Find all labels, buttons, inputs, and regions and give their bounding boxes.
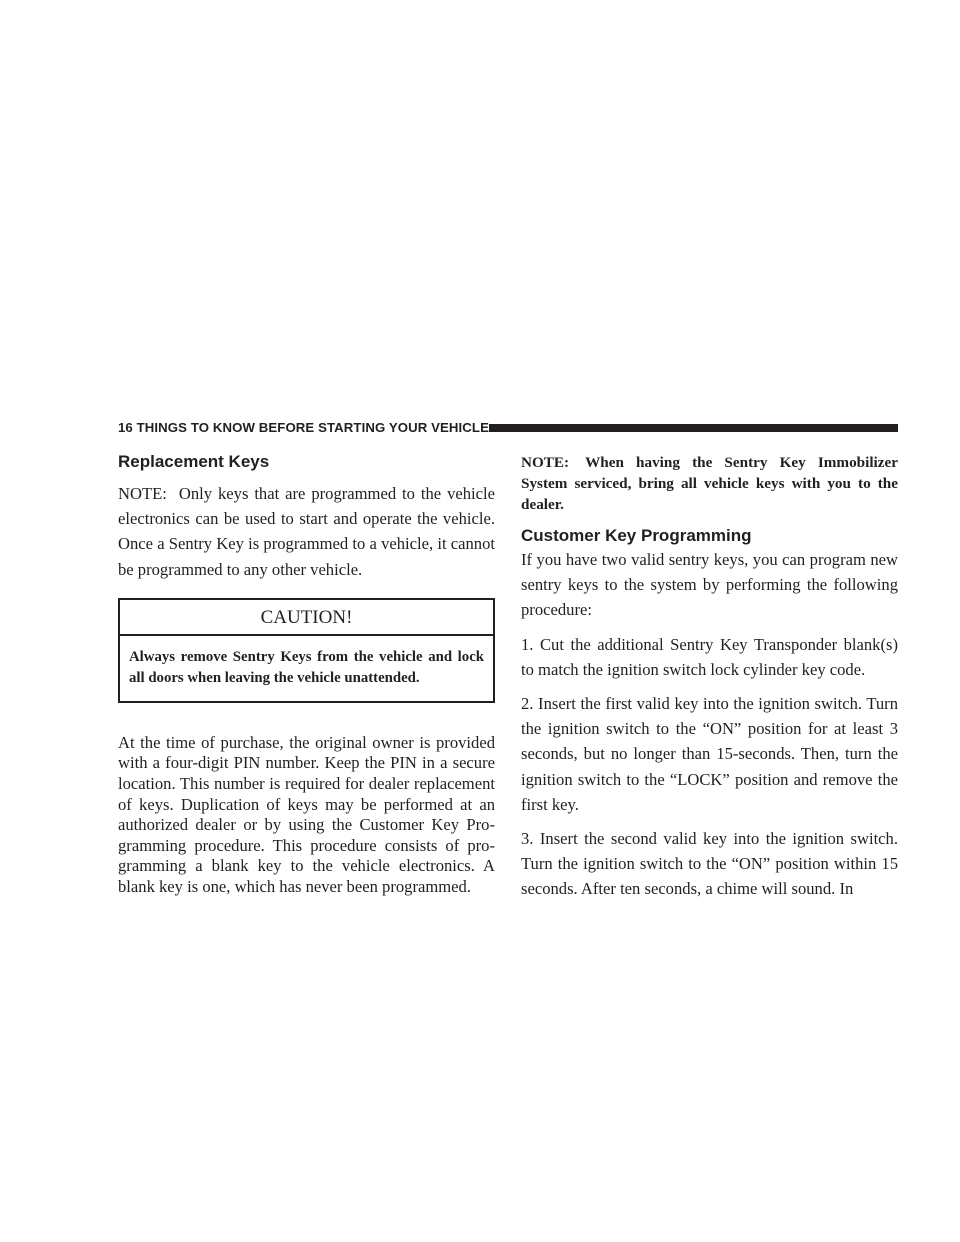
section-title: THINGS TO KNOW BEFORE STARTING YOUR VEHICLE: [136, 420, 489, 435]
page-header-text: [118, 420, 489, 435]
replacement-keys-note: [118, 481, 495, 582]
pin-paragraph: At the time of purchase, the original owner is provided with a four-digit PIN number. Keep the PIN in a secure location. This number is required for dealer replacement of keys. Duplication of keys may be performed at an authorized dealer or by using the Customer Key Pro-gramming procedure. This procedure consists of pro-gramming a blank key to the vehicle electronics. A blank key is one, which has never been programmed.: [118, 732, 495, 896]
step-1: 1. Cut the additional Sentry Key Transponder blank(s) to match the ignition switch lock cylinder key code.: [521, 634, 898, 679]
page-number: 16: [118, 420, 133, 435]
step-2: 2. Insert the first valid key into the ignition switch. Turn the ignition switch to the “ON” position for at least 3 seconds, but no longer than 15-seconds. Then, turn the ignition switch to the “LOCK” position and remove the first key.: [521, 694, 898, 814]
right-column: [521, 452, 898, 902]
customer-key-programming-heading: Customer Key Programming: [521, 526, 752, 545]
caution-box: [118, 598, 495, 703]
caution-title: CAUTION!: [120, 600, 493, 636]
page-header: [118, 418, 898, 438]
immobilizer-note: [521, 452, 898, 515]
intro-paragraph: If you have two valid sentry keys, you can program new sentry keys to the system by performing the following procedure:: [521, 550, 898, 620]
note-label: NOTE:: [118, 484, 167, 503]
caution-text: Always remove Sentry Keys from the vehicle and lock all doors when leaving the vehicle unattended.: [129, 648, 484, 687]
note-text: Only keys that are programmed to the vehicle electronics can be used to start and operate the vehicle. Once a Sentry Key is programmed to a vehicle, it cannot be programmed to any other vehicle.: [118, 484, 495, 579]
left-column: [118, 452, 495, 898]
step-3: 3. Insert the second valid key into the ignition switch. Turn the ignition switch to the “ON” position within 15 seconds. After ten seconds, a chime will sound. In: [521, 829, 898, 899]
header-rule-bar: [489, 424, 898, 432]
note-label: NOTE:: [521, 454, 570, 471]
replacement-keys-heading: Replacement Keys: [118, 452, 270, 471]
note-text: When having the Sentry Key Immobilizer System serviced, bring all vehicle keys with you to the dealer.: [521, 454, 898, 513]
